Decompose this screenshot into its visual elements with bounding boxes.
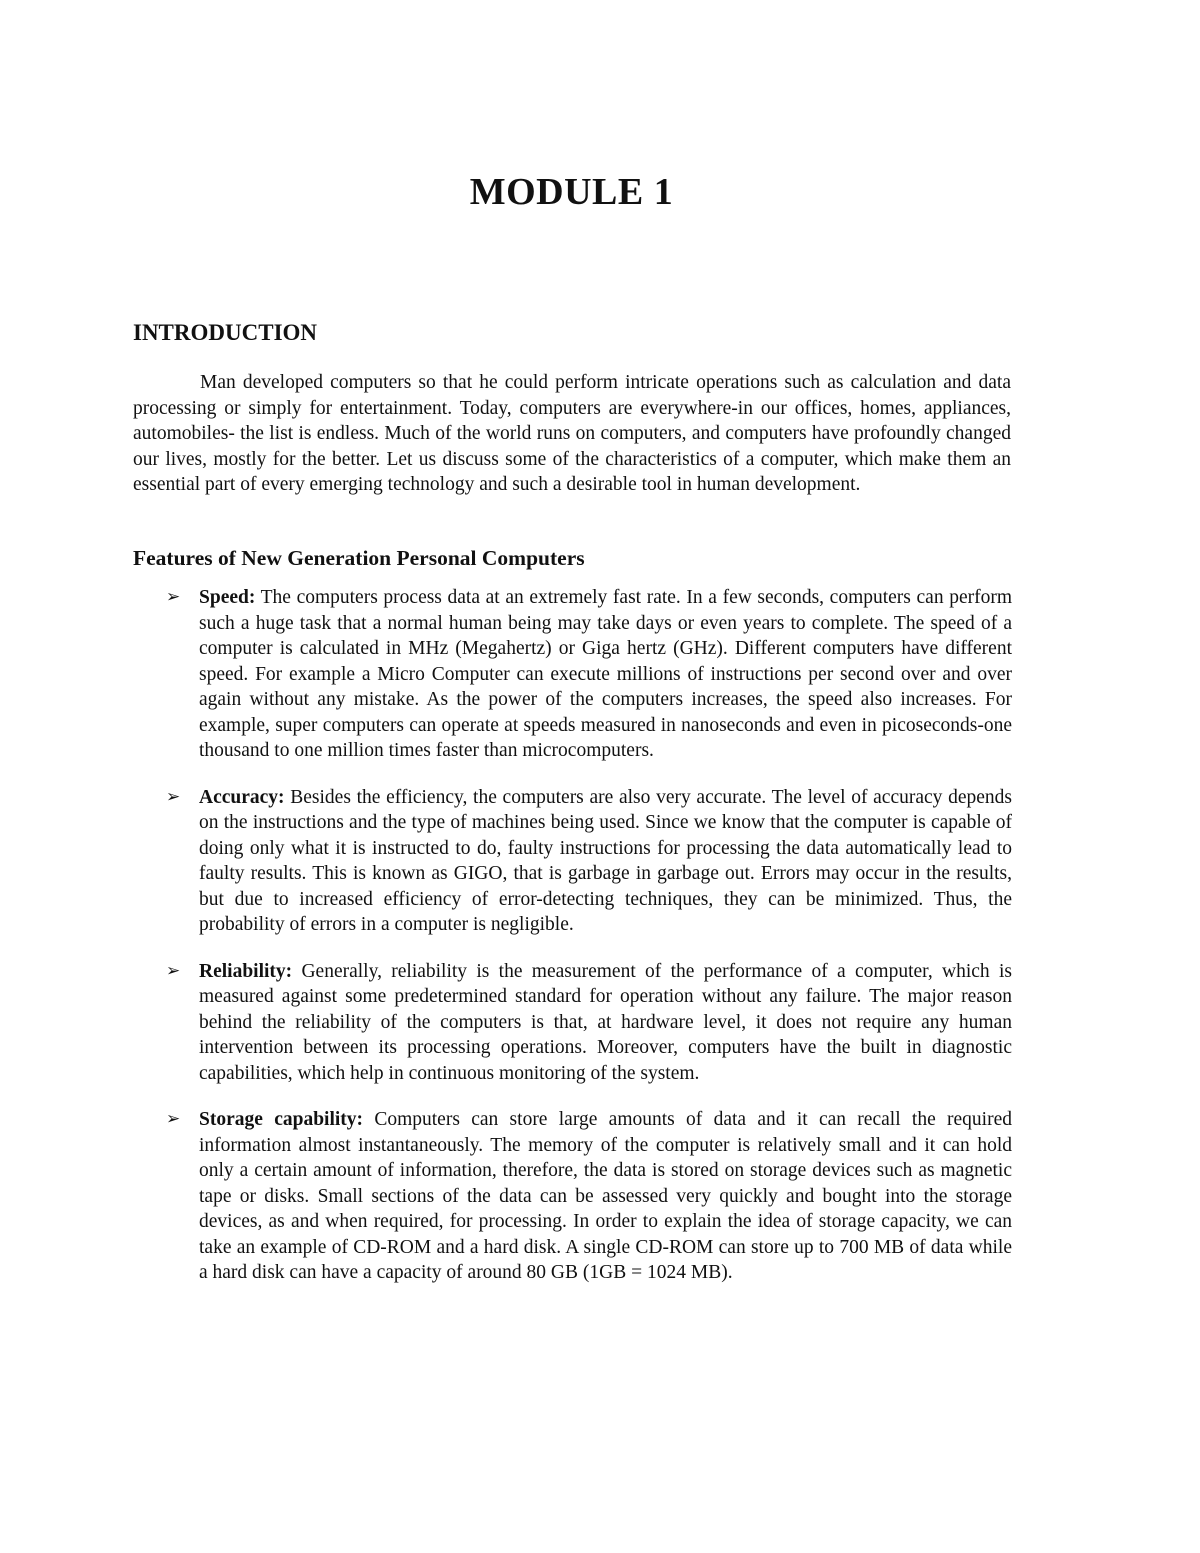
feature-text: Generally, reliability is the measurement of the performance of a computer, which is measured against some predetermined standard for operation without any failure. The major reason behind the reliability of the computers is that, at hardware level, it does not require any human intervention between its processing operations. Moreover, computers have the built in diagnostic capabilities, which help in continuous monitoring of the system. bbox=[199, 960, 1012, 1084]
feature-speed bbox=[166, 585, 1012, 764]
feature-text: Computers can store large amounts of data and it can recall the required information almost instantaneously. The memory of the computer is relatively small and it can hold only a certain amount of information, therefore, the data is stored on storage devices such as magnetic tape or disks. Small sections of the data can be assessed very quickly and bought into the storage devices, as and when required, for processing. In order to explain the idea of storage capacity, we can take an example of CD-ROM and a hard disk. A single CD-ROM can store up to 700 MB of data while a hard disk can have a capacity of around 80 GB (1GB = 1024 MB). bbox=[199, 1109, 1012, 1283]
feature-name: Reliability: bbox=[199, 960, 293, 982]
feature-name: Speed: bbox=[199, 587, 256, 608]
feature-storage-capability bbox=[166, 1107, 1012, 1286]
feature-reliability bbox=[166, 959, 1012, 1087]
arrowhead-bullet-icon: ➢ bbox=[166, 587, 181, 607]
features-list bbox=[166, 585, 1012, 1307]
introduction-heading: INTRODUCTION bbox=[133, 320, 318, 345]
feature-text: The computers process data at an extremely fast rate. In a few seconds, computers can perform such a huge task that a normal human being may take days or even years to complete. The speed of a computer is calculated in MHz (Megahertz) or Giga hertz (GHz). Different computers have different speed. For example a Micro Computer can execute millions of instructions per second over and over again without any mistake. As the power of the computers increases, the speed also increases. For example, super computers can operate at speeds measured in nanoseconds and even in picoseconds-one thousand to one million times faster than microcomputers. bbox=[199, 587, 1012, 761]
feature-text: Besides the efficiency, the computers are also very accurate. The level of accuracy depends on the instructions and the type of machines being used. Since we know that the computer is capable of doing only what it is instructed to do, faulty instructions for processing the data automatically lead to faulty results. This is known as GIGO, that is garbage in garbage out. Errors may occur in the results, but due to increased efficiency of error-detecting techniques, they can be minimized. Thus, the probability of errors in a computer is negligible. bbox=[199, 786, 1012, 935]
intro-paragraph: Man developed computers so that he could perform intricate operations such as calculation and data processing or simply for entertainment. Today, computers are everywhere-in our offices, homes, appliances, automobiles- the list is endless. Much of the world runs on computers, and computers have profoundly changed our lives, mostly for the better. Let us discuss some of the characteristics of a computer, which make them an essential part of every emerging technology and such a desirable tool in human development. bbox=[133, 372, 1011, 495]
arrowhead-bullet-icon: ➢ bbox=[166, 1109, 181, 1129]
features-heading: Features of New Generation Personal Computers bbox=[133, 546, 585, 570]
feature-name: Storage capability: bbox=[199, 1109, 364, 1130]
feature-name: Accuracy: bbox=[199, 786, 285, 808]
module-title: MODULE 1 bbox=[469, 171, 674, 213]
arrowhead-bullet-icon: ➢ bbox=[166, 960, 181, 981]
feature-accuracy bbox=[166, 785, 1012, 938]
arrowhead-bullet-icon: ➢ bbox=[166, 786, 181, 807]
